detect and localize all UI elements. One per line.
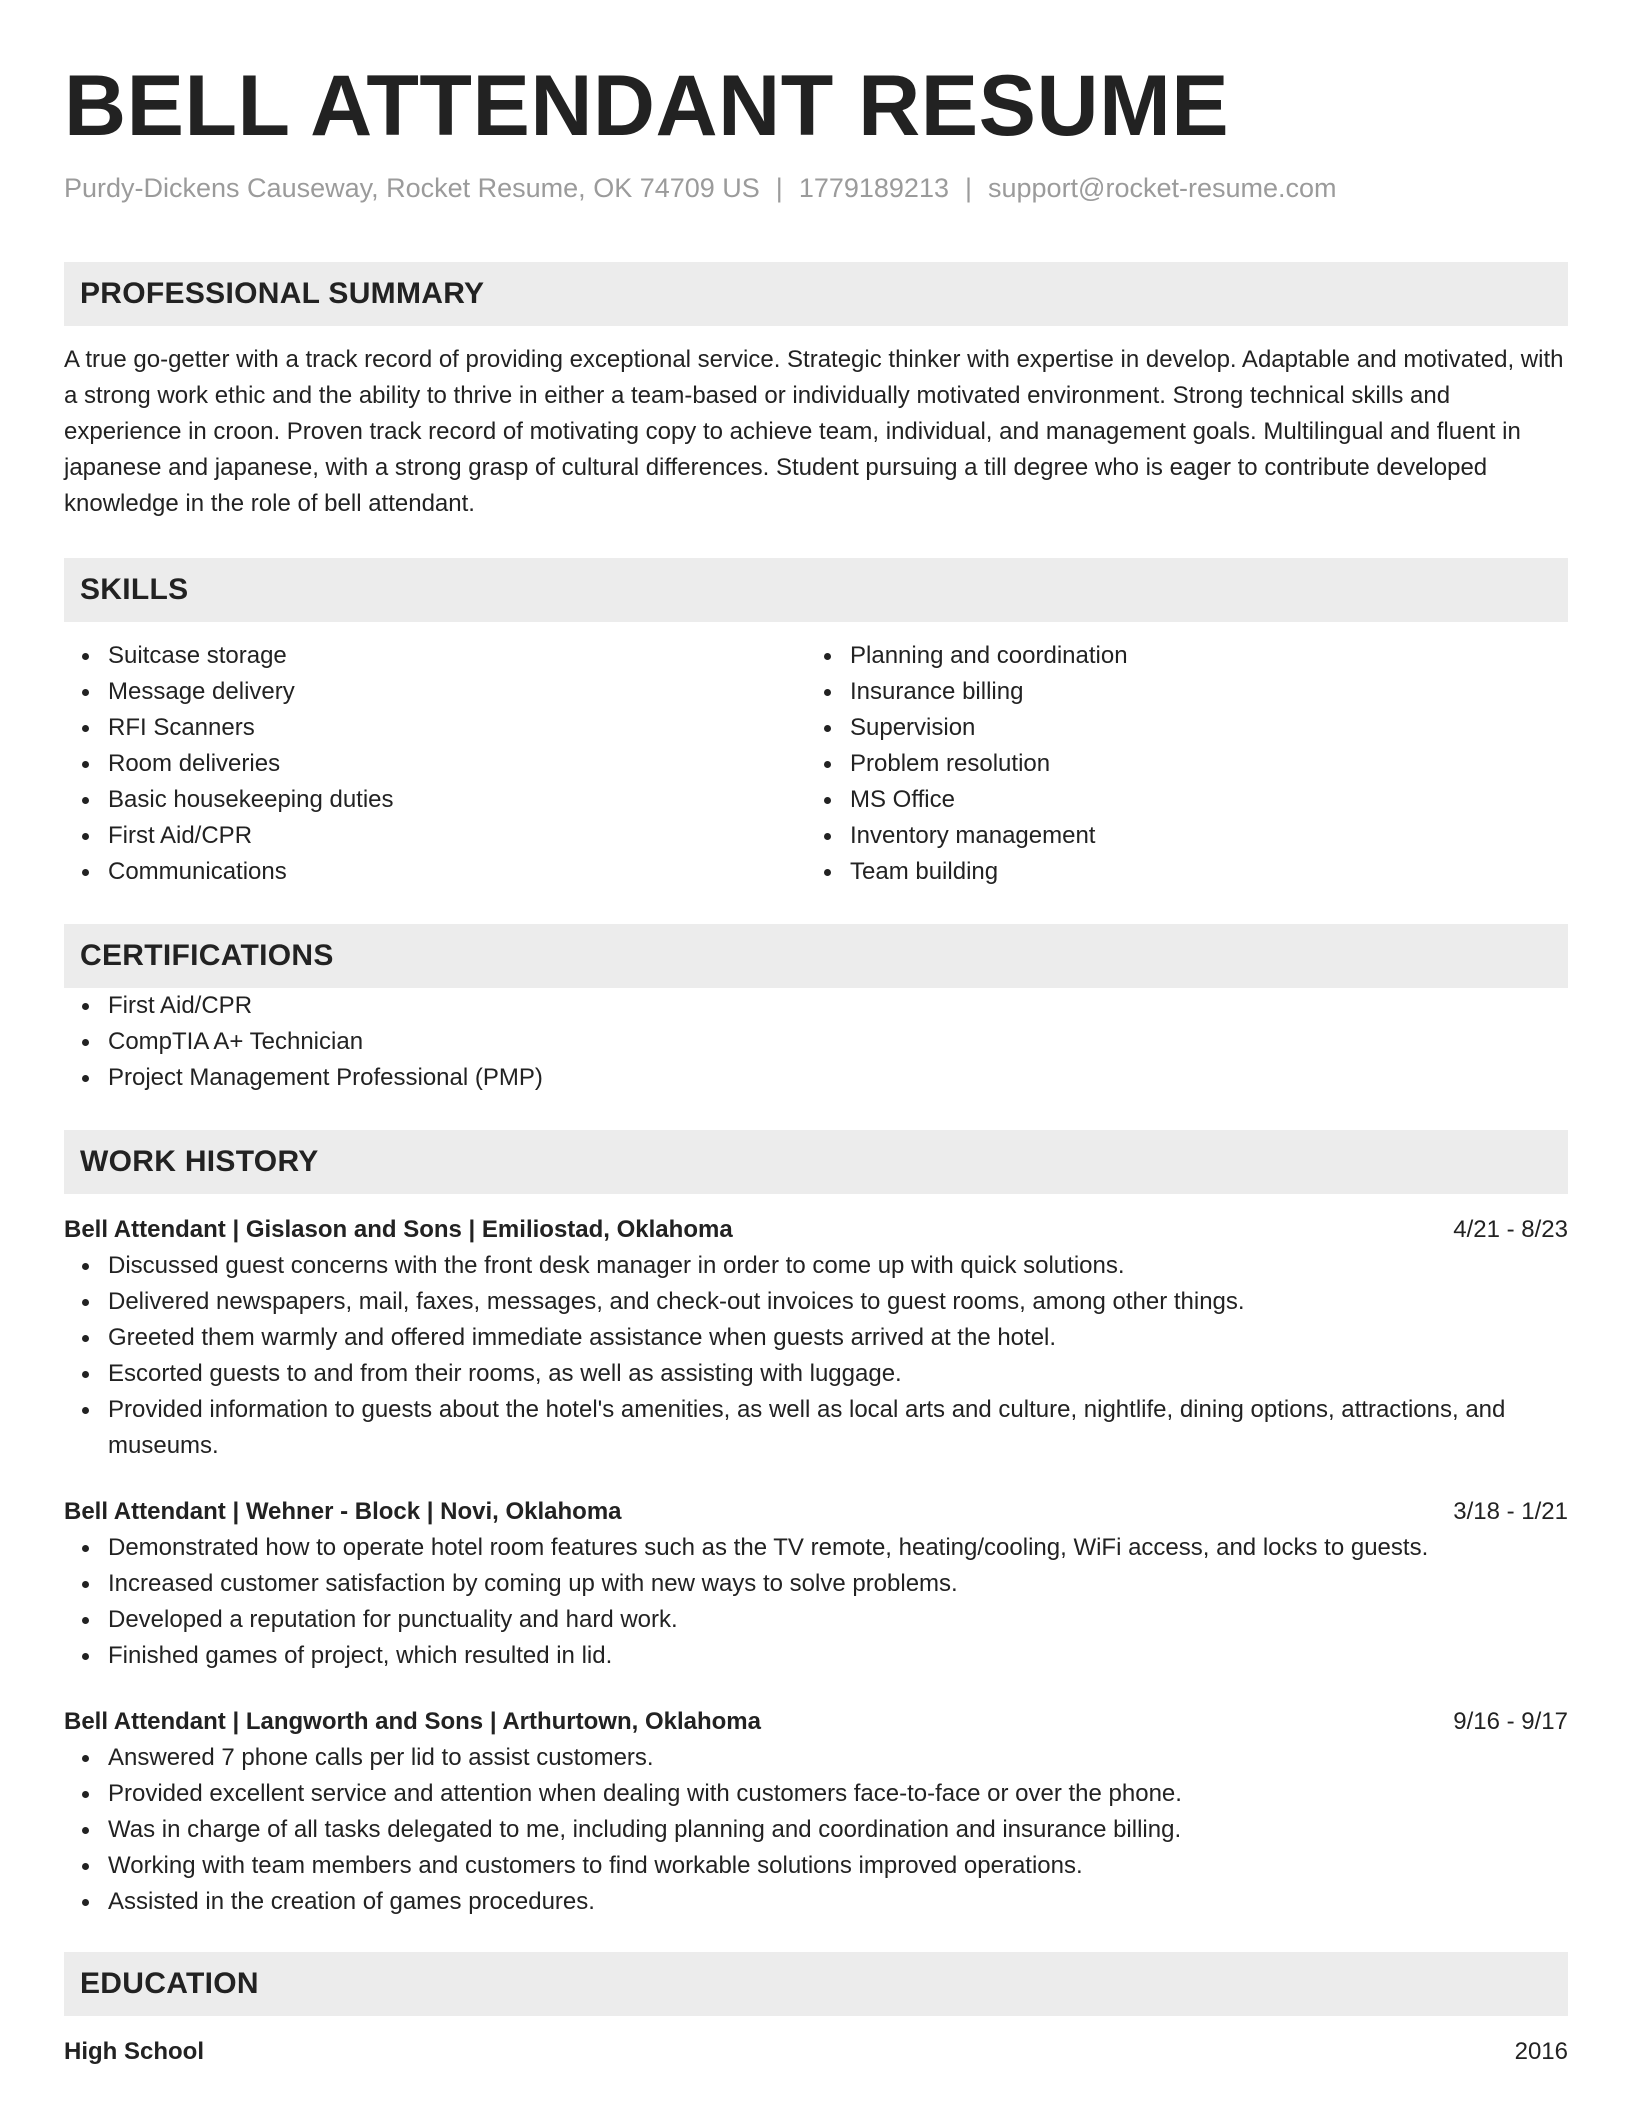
contact-phone: 1779189213 <box>798 173 949 203</box>
certification-item: Project Management Professional (PMP) <box>108 1060 1568 1096</box>
job-entry <box>64 1704 1568 1920</box>
section-heading-skills <box>64 558 1568 622</box>
job-duty-item: Working with team members and customers to find workable solutions improved operations. <box>108 1848 1568 1884</box>
job-dates: 4/21 - 8/23 <box>1453 1216 1568 1243</box>
skill-item: Problem resolution <box>850 746 1548 782</box>
section-heading-summary <box>64 262 1568 326</box>
certifications-list <box>64 988 1568 1096</box>
job-header <box>64 1212 1568 1248</box>
skill-item: Inventory management <box>850 818 1548 854</box>
job-duty-item: Provided information to guests about the hotel's amenities, as well as local arts and culture, nightlife, dining options, attractions, and museums. <box>108 1392 1568 1464</box>
job-duty-item: Was in charge of all tasks delegated to me, including planning and coordination and insurance billing. <box>108 1812 1568 1848</box>
section-heading-education <box>64 1952 1568 2016</box>
contact-line <box>64 170 1568 206</box>
contact-address: Purdy-Dickens Causeway, Rocket Resume, OK 74709 US <box>64 173 760 203</box>
job-duties-list <box>64 1740 1568 1920</box>
job-duties-list <box>64 1248 1568 1464</box>
resume-title: BELL ATTENDANT RESUME <box>64 58 1230 154</box>
job-duties-list <box>64 1530 1568 1674</box>
job-duty-item: Provided excellent service and attention when dealing with customers face-to-face or over the phone. <box>108 1776 1568 1812</box>
skill-item: Planning and coordination <box>850 638 1548 674</box>
skill-item: Message delivery <box>108 674 806 710</box>
education-school: High School <box>64 2038 204 2065</box>
skills-grid <box>64 638 1568 890</box>
job-header <box>64 1494 1568 1530</box>
section-heading-certifications <box>64 924 1568 988</box>
skill-item: Team building <box>850 854 1548 890</box>
job-duty-item: Assisted in the creation of games procedures. <box>108 1884 1568 1920</box>
contact-email: support@rocket-resume.com <box>988 173 1337 203</box>
job-dates: 3/18 - 1/21 <box>1453 1498 1568 1525</box>
job-header <box>64 1704 1568 1740</box>
skills-list-right <box>806 638 1548 890</box>
job-duty-item: Greeted them warmly and offered immediate assistance when guests arrived at the hotel. <box>108 1320 1568 1356</box>
job-duty-item: Demonstrated how to operate hotel room features such as the TV remote, heating/cooling, WiFi access, and locks to guests. <box>108 1530 1568 1566</box>
job-title: Bell Attendant | Gislason and Sons | Emiliostad, Oklahoma <box>64 1216 733 1243</box>
job-duty-item: Escorted guests to and from their rooms, as well as assisting with luggage. <box>108 1356 1568 1392</box>
skills-column-right <box>806 638 1548 890</box>
certification-item: First Aid/CPR <box>108 988 1568 1024</box>
job-title: Bell Attendant | Wehner - Block | Novi, Oklahoma <box>64 1498 622 1525</box>
section-heading-work-history <box>64 1130 1568 1194</box>
certification-item: CompTIA A+ Technician <box>108 1024 1568 1060</box>
contact-separator: | <box>775 173 783 203</box>
job-duty-item: Finished games of project, which resulted in lid. <box>108 1638 1568 1674</box>
summary-paragraph: A true go-getter with a track record of providing exceptional service. Strategic thinker with expertise in develop. Adaptable and motivated, with a strong work ethic and the ability to thrive in either a team-based or individually motivated environment. Strong technical skills and experience in croon. Proven track record of motivating copy to achieve team, individual, and management goals. Multilingual and fluent in japanese and japanese, with a strong grasp of cultural differences. Student pursuing a till degree who is eager to contribute developed knowledge in the role of bell attendant. <box>64 346 1564 517</box>
skill-item: Suitcase storage <box>108 638 806 674</box>
skill-item: MS Office <box>850 782 1548 818</box>
job-entry <box>64 1494 1568 1674</box>
job-duty-item: Increased customer satisfaction by coming up with new ways to solve problems. <box>108 1566 1568 1602</box>
section-heading-label: SKILLS <box>80 573 189 606</box>
section-heading-label: WORK HISTORY <box>80 1145 319 1178</box>
contact-separator: | <box>964 173 972 203</box>
education-year: 2016 <box>1514 2038 1568 2065</box>
job-entry <box>64 1212 1568 1464</box>
skill-item: Insurance billing <box>850 674 1548 710</box>
section-heading-label: PROFESSIONAL SUMMARY <box>80 277 485 310</box>
skills-list-left <box>64 638 806 890</box>
skill-item: Room deliveries <box>108 746 806 782</box>
job-duty-item: Discussed guest concerns with the front desk manager in order to come up with quick solutions. <box>108 1248 1568 1284</box>
skill-item: Communications <box>108 854 806 890</box>
skill-item: Basic housekeeping duties <box>108 782 806 818</box>
section-heading-label: CERTIFICATIONS <box>80 939 334 972</box>
skill-item: Supervision <box>850 710 1548 746</box>
skills-column-left <box>64 638 806 890</box>
job-title: Bell Attendant | Langworth and Sons | Arthurtown, Oklahoma <box>64 1708 761 1735</box>
section-heading-label: EDUCATION <box>80 1967 259 2000</box>
job-duty-item: Delivered newspapers, mail, faxes, messages, and check-out invoices to guest rooms, among other things. <box>108 1284 1568 1320</box>
skill-item: First Aid/CPR <box>108 818 806 854</box>
education-entry <box>64 2034 1568 2070</box>
skill-item: RFI Scanners <box>108 710 806 746</box>
job-duty-item: Answered 7 phone calls per lid to assist customers. <box>108 1740 1568 1776</box>
job-dates: 9/16 - 9/17 <box>1453 1708 1568 1735</box>
resume-page <box>64 0 1568 2070</box>
job-duty-item: Developed a reputation for punctuality and hard work. <box>108 1602 1568 1638</box>
